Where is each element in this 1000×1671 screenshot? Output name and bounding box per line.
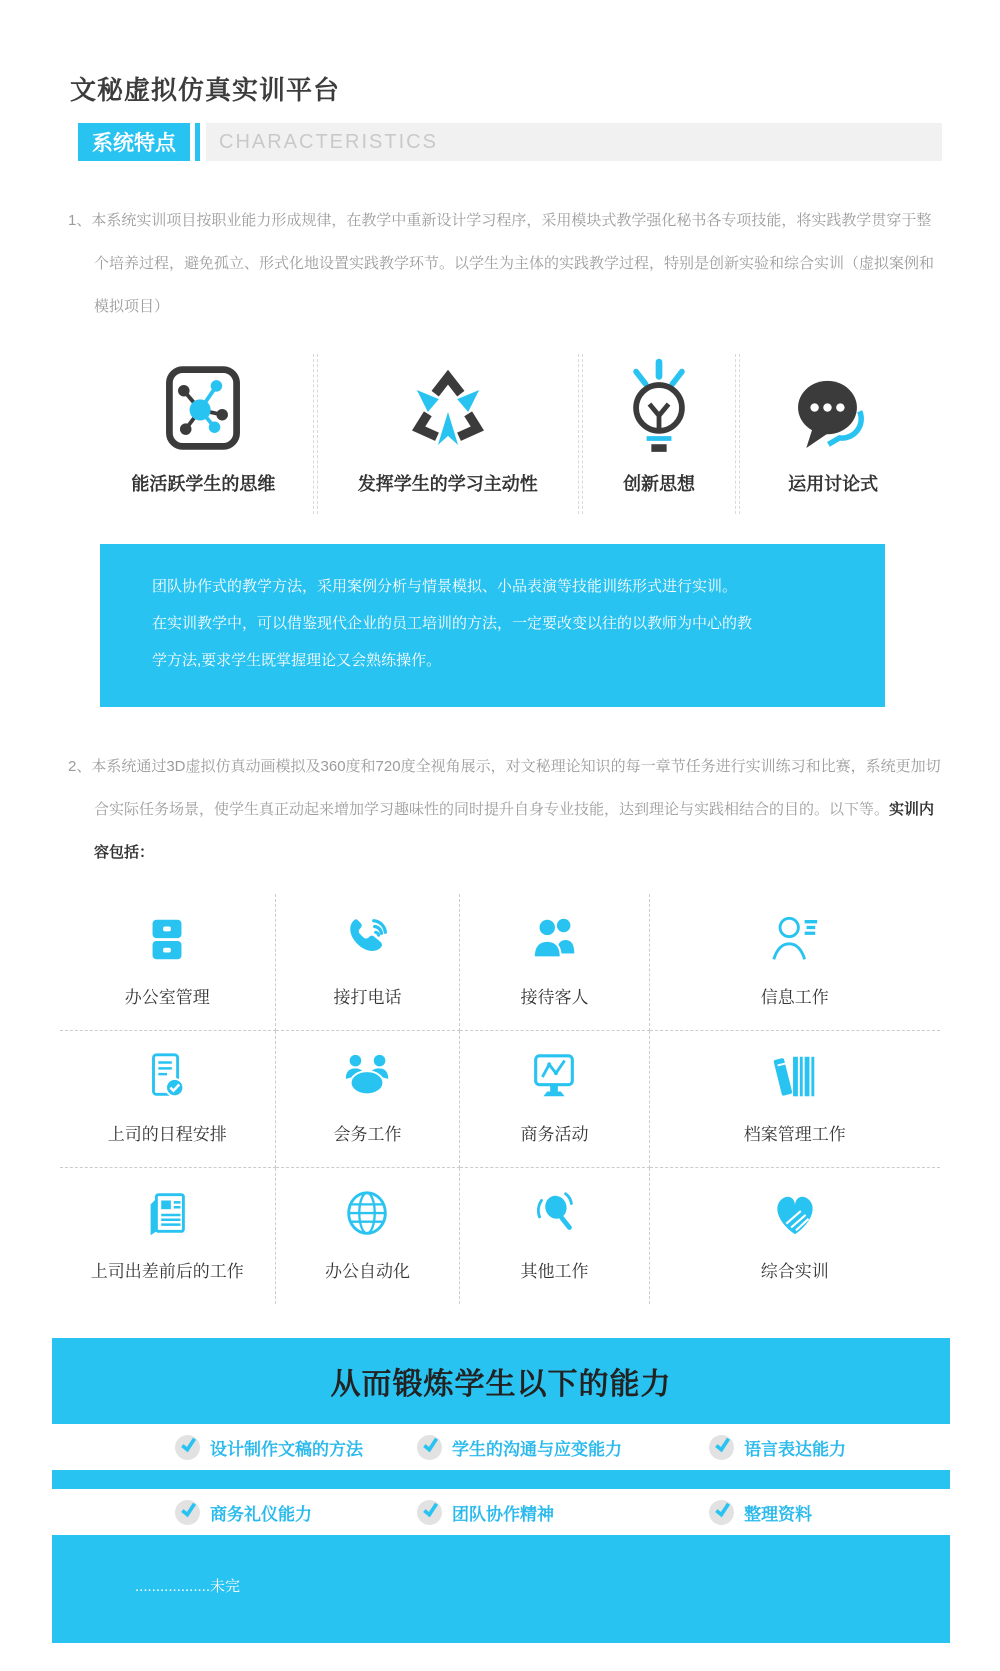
feature-label: 能活跃学生的思维 bbox=[131, 474, 276, 494]
newspaper-icon bbox=[60, 1184, 275, 1244]
training-item bbox=[276, 1031, 461, 1168]
abilities-banner-title: 从而锻炼学生以下的能力 bbox=[52, 1338, 950, 1424]
training-item bbox=[276, 894, 461, 1031]
paragraph-2-bold: 实训内容包括： bbox=[94, 801, 935, 861]
section-header bbox=[78, 123, 942, 161]
training-item bbox=[276, 1168, 461, 1304]
highlight-line: 团队协作式的教学方法，采用案例分析与情景模拟、小品表演等技能训练形式进行实训。 bbox=[152, 578, 738, 595]
chart-monitor-icon bbox=[460, 1047, 648, 1107]
ability-item bbox=[650, 1500, 949, 1525]
feature-item bbox=[746, 354, 920, 514]
highlight-line: 学方法,要求学生既掌握理论又会熟练操作。 bbox=[152, 652, 442, 669]
training-item bbox=[650, 1168, 940, 1304]
page-title: 文秘虚拟仿真实训平台 bbox=[70, 75, 341, 105]
feature-label: 创新思想 bbox=[623, 474, 696, 494]
heart-hands-icon bbox=[650, 1184, 940, 1244]
network-icon bbox=[100, 354, 307, 456]
globe-icon bbox=[276, 1184, 460, 1244]
training-label: 信息工作 bbox=[760, 988, 829, 1007]
section-badge-en: CHARACTERISTICS bbox=[206, 123, 942, 161]
training-label: 接打电话 bbox=[333, 988, 402, 1007]
search-icon bbox=[460, 1184, 648, 1244]
paragraph-1-text: 本系统实训项目按职业能力形成规律，在教学中重新设计学习程序，采用模块式教学强化秘书各专项技能，将实践教学贯穿于整个培养过程，避免孤立、形式化地设置实践教学环节。以学生为主体的实践教学过程，特别是创新实验和综合实训（虚拟案例和模拟项目） bbox=[91, 212, 935, 315]
paragraph-2-number: 2、 bbox=[68, 758, 92, 775]
highlight-box bbox=[100, 544, 885, 707]
ability-label: 整理资料 bbox=[744, 1504, 813, 1524]
ability-label: 学生的沟通与应变能力 bbox=[452, 1439, 623, 1459]
ability-item bbox=[52, 1435, 363, 1460]
section-badge: 系统特点 bbox=[78, 123, 190, 161]
dashed-separator bbox=[578, 354, 583, 514]
check-icon bbox=[175, 1435, 200, 1460]
phone-icon bbox=[276, 910, 460, 970]
ability-row-2 bbox=[52, 1489, 950, 1535]
ability-row-1 bbox=[52, 1424, 950, 1470]
training-item bbox=[460, 894, 649, 1031]
archive-books-icon bbox=[650, 1047, 940, 1107]
feature-label: 发挥学生的学习主动性 bbox=[357, 474, 538, 494]
lightbulb-icon bbox=[589, 354, 730, 456]
schedule-check-icon bbox=[60, 1047, 275, 1107]
training-label: 档案管理工作 bbox=[743, 1125, 846, 1144]
ability-item bbox=[52, 1500, 351, 1525]
feature-item bbox=[100, 354, 307, 514]
feature-label: 运用讨论式 bbox=[788, 474, 879, 494]
training-label: 接待客人 bbox=[520, 988, 589, 1007]
check-icon bbox=[175, 1500, 200, 1525]
footer-banner bbox=[52, 1535, 950, 1643]
check-icon bbox=[417, 1435, 442, 1460]
check-icon bbox=[709, 1435, 734, 1460]
training-item bbox=[60, 894, 276, 1031]
highlight-line: 在实训教学中，可以借鉴现代企业的员工培训的方法，一定要改变以往的以教师为中心的教 bbox=[152, 615, 753, 632]
paragraph-1 bbox=[68, 199, 945, 328]
paragraph-2-text: 本系统通过3D虚拟仿真动画模拟及360度和720度全视角展示，对文秘理论知识的每一章节任务进行实训练习和比赛，系统更加切合实际任务场景，使学生真正动起来增加学习趣味性的同时提升自身专业技能，达到理论与实践相结合的目的。以下等。 bbox=[91, 758, 941, 818]
footer-text: ..................未完 bbox=[135, 1578, 241, 1595]
training-item bbox=[650, 894, 940, 1031]
check-icon bbox=[417, 1500, 442, 1525]
training-grid bbox=[60, 894, 940, 1304]
feature-item bbox=[589, 354, 730, 514]
page bbox=[0, 70, 1000, 1643]
training-label: 其他工作 bbox=[520, 1262, 589, 1281]
ability-item bbox=[351, 1500, 650, 1525]
cabinet-icon bbox=[60, 910, 275, 970]
ability-label: 语言表达能力 bbox=[744, 1439, 847, 1459]
feature-row bbox=[100, 354, 920, 514]
dashed-separator bbox=[735, 354, 740, 514]
person-info-icon bbox=[650, 910, 940, 970]
training-label: 会务工作 bbox=[333, 1125, 402, 1144]
training-label: 综合实训 bbox=[760, 1262, 829, 1281]
check-icon bbox=[709, 1500, 734, 1525]
badge-divider-bar bbox=[195, 123, 200, 161]
ability-item bbox=[650, 1435, 949, 1460]
paragraph-2 bbox=[68, 745, 945, 874]
training-item bbox=[460, 1168, 649, 1304]
training-item bbox=[650, 1031, 940, 1168]
training-label: 上司的日程安排 bbox=[107, 1125, 227, 1144]
training-label: 办公自动化 bbox=[324, 1262, 410, 1281]
training-label: 办公室管理 bbox=[124, 988, 210, 1007]
meeting-icon bbox=[276, 1047, 460, 1107]
guests-icon bbox=[460, 910, 648, 970]
accent-divider-bar bbox=[52, 1470, 950, 1489]
training-item bbox=[60, 1031, 276, 1168]
ability-label: 设计制作文稿的方法 bbox=[210, 1439, 363, 1459]
feature-item bbox=[324, 354, 572, 514]
ability-item bbox=[351, 1435, 650, 1460]
dashed-separator bbox=[313, 354, 318, 514]
paragraph-1-number: 1、 bbox=[68, 212, 92, 229]
chat-bubbles-icon bbox=[746, 354, 920, 456]
training-item bbox=[60, 1168, 276, 1304]
training-label: 上司出差前后的工作 bbox=[90, 1262, 244, 1281]
training-label: 商务活动 bbox=[520, 1125, 589, 1144]
recycle-arrows-icon bbox=[324, 354, 572, 456]
training-item bbox=[460, 1031, 649, 1168]
ability-label: 商务礼仪能力 bbox=[210, 1504, 312, 1524]
ability-label: 团队协作精神 bbox=[452, 1504, 555, 1524]
